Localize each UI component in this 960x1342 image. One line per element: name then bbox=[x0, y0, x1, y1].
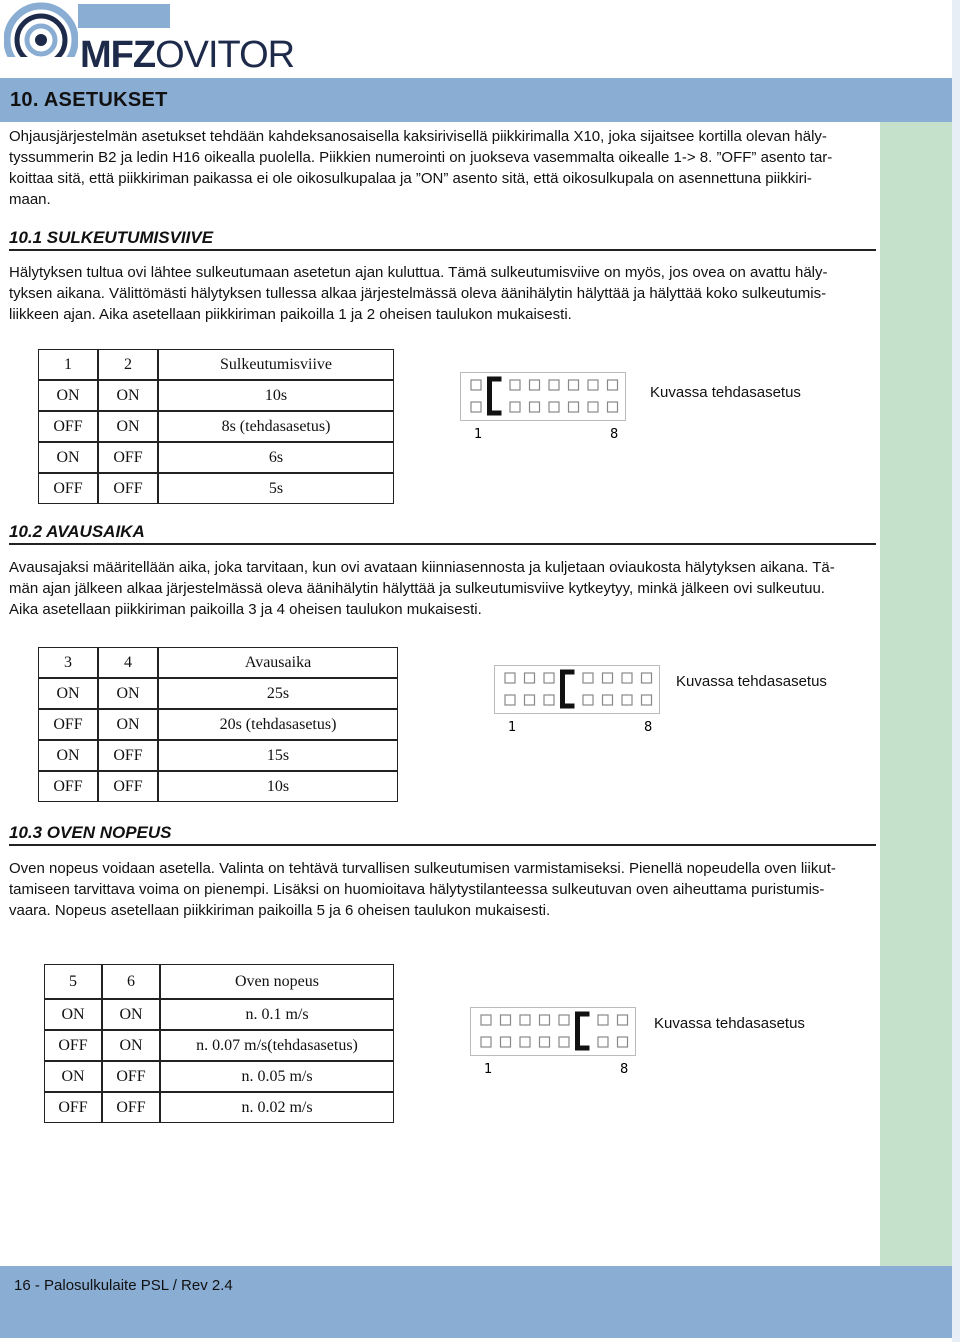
table-cell: OFF bbox=[102, 1092, 160, 1123]
table-row bbox=[38, 771, 398, 802]
table-cell: OFF bbox=[98, 442, 158, 473]
header-pin bbox=[598, 1037, 608, 1047]
table-cell: n. 0.05 m/s bbox=[160, 1061, 394, 1092]
section-paragraph-oven-nopeus bbox=[9, 858, 871, 921]
header-pin bbox=[608, 380, 618, 390]
header-pin bbox=[505, 673, 515, 683]
header-pin bbox=[544, 695, 554, 705]
table-cell: ON bbox=[38, 678, 98, 709]
table-header-cell: Oven nopeus bbox=[160, 964, 394, 999]
header-pin bbox=[525, 695, 535, 705]
table-header-row bbox=[44, 964, 394, 999]
header-pin bbox=[618, 1037, 628, 1047]
header-pin bbox=[642, 673, 652, 683]
settings-table-sulkeutumisviive bbox=[38, 349, 394, 504]
table-header-row bbox=[38, 647, 398, 678]
table-header-cell: 5 bbox=[44, 964, 102, 999]
header-pin bbox=[622, 673, 632, 683]
table-cell: ON bbox=[38, 740, 98, 771]
table-cell: ON bbox=[44, 999, 102, 1030]
pin-header-diagram bbox=[460, 372, 630, 444]
table-cell: OFF bbox=[38, 709, 98, 740]
table-cell: ON bbox=[102, 1030, 160, 1061]
header-pin bbox=[569, 402, 579, 412]
table-cell: OFF bbox=[102, 1061, 160, 1092]
header-pin bbox=[505, 695, 515, 705]
intro-line: maan. bbox=[9, 191, 51, 208]
factory-setting-label: Kuvassa tehdasasetus bbox=[676, 673, 827, 690]
paragraph-line: vaara. Nopeus asetellaan piikkiriman paikoilla 5 ja 6 oheisen taulukon mukaisesti. bbox=[9, 902, 551, 919]
pin-group bbox=[505, 672, 652, 706]
table-cell: OFF bbox=[38, 411, 98, 442]
table-header-cell: Sulkeutumisviive bbox=[158, 349, 394, 380]
table-cell: ON bbox=[98, 709, 158, 740]
jumper-shunt bbox=[563, 672, 575, 706]
logo-accent-band bbox=[78, 4, 170, 28]
header-pin bbox=[588, 380, 598, 390]
table-header-row bbox=[38, 349, 394, 380]
table-cell: ON bbox=[98, 380, 158, 411]
section-title-sulkeutumisviive: 10.1 SULKEUTUMISVIIVE bbox=[9, 228, 876, 251]
header-pin bbox=[559, 1037, 569, 1047]
header-pin bbox=[501, 1037, 511, 1047]
factory-setting-label: Kuvassa tehdasasetus bbox=[654, 1015, 805, 1032]
table-row bbox=[44, 1061, 394, 1092]
header-pin bbox=[471, 380, 481, 390]
paragraph-line: Aika asetellaan piikkiriman paikoilla 3 ja 4 oheisen taulukon mukaisesti. bbox=[9, 601, 482, 618]
header-pin bbox=[540, 1037, 550, 1047]
header-pin bbox=[510, 402, 520, 412]
table-cell: 5s bbox=[158, 473, 394, 504]
pin-label-first: 1 bbox=[474, 427, 483, 442]
header-pin bbox=[530, 380, 540, 390]
table-cell: 20s (tehdasasetus) bbox=[158, 709, 398, 740]
table-cell: 10s bbox=[158, 771, 398, 802]
header-pin bbox=[471, 402, 481, 412]
paragraph-line: tyksen aikana. Välittömästi hälytyksen tullessa alkaa järjestelmässä oleva äänihälytin hälyttää ja hälyttää koko sulkeutumis- bbox=[9, 285, 827, 302]
table-cell: 6s bbox=[158, 442, 394, 473]
side-band bbox=[880, 122, 952, 1267]
header-pin bbox=[520, 1037, 530, 1047]
table-header-cell: Avausaika bbox=[158, 647, 398, 678]
header-pin bbox=[549, 402, 559, 412]
section-paragraph-sulkeutumisviive bbox=[9, 262, 871, 325]
table-cell: OFF bbox=[44, 1030, 102, 1061]
table-row bbox=[44, 1092, 394, 1123]
table-header-cell: 2 bbox=[98, 349, 158, 380]
jumper-shunt bbox=[490, 379, 502, 413]
intro-paragraph bbox=[9, 126, 871, 210]
table-cell: OFF bbox=[44, 1092, 102, 1123]
pin-header-diagram bbox=[470, 1007, 640, 1079]
section-paragraph-avausaika bbox=[9, 557, 871, 620]
table-row bbox=[44, 1030, 394, 1061]
jumper-shunt bbox=[578, 1014, 590, 1048]
table-row bbox=[38, 411, 394, 442]
table-cell: OFF bbox=[38, 771, 98, 802]
header-pin bbox=[598, 1015, 608, 1025]
header-pin bbox=[642, 695, 652, 705]
table-cell: OFF bbox=[98, 473, 158, 504]
header-pin bbox=[481, 1015, 491, 1025]
table-cell: n. 0.1 m/s bbox=[160, 999, 394, 1030]
table-cell: OFF bbox=[98, 771, 158, 802]
paragraph-line: tamiseen tarvittava voima on pienempi. Lisäksi on huomioitava hälytystilanteessa sulkeutuvan oven aiheuttama puristumis- bbox=[9, 881, 825, 898]
table-row bbox=[38, 740, 398, 771]
settings-table-avausaika bbox=[38, 647, 398, 802]
table-header-cell: 1 bbox=[38, 349, 98, 380]
intro-line: Ohjausjärjestelmän asetukset tehdään kahdeksanosaisella kaksirivisellä piikkirimalla X10, joka sijaitsee kortilla olevan häly- bbox=[9, 128, 827, 145]
pin-label-last: 8 bbox=[610, 427, 619, 442]
table-cell: ON bbox=[98, 678, 158, 709]
paragraph-line: Oven nopeus voidaan asetella. Valinta on tehtävä turvallisen sulkeutumisen varmistamiseksi. Pienellä nopeudella oven liikut- bbox=[9, 860, 836, 877]
header-pin bbox=[569, 380, 579, 390]
table-header-cell: 6 bbox=[102, 964, 160, 999]
logo-text: MFZOVITOR bbox=[80, 34, 295, 76]
table-row bbox=[44, 999, 394, 1030]
header-pin bbox=[520, 1015, 530, 1025]
table-cell: OFF bbox=[98, 740, 158, 771]
header-pin bbox=[603, 673, 613, 683]
page-edge-band bbox=[952, 0, 960, 1342]
header-pin bbox=[559, 1015, 569, 1025]
header-pin bbox=[530, 402, 540, 412]
logo-icon bbox=[4, 2, 78, 78]
factory-setting-label: Kuvassa tehdasasetus bbox=[650, 384, 801, 401]
pin-header-diagram bbox=[494, 665, 664, 737]
table-row bbox=[38, 380, 394, 411]
table-cell: ON bbox=[98, 411, 158, 442]
table-row bbox=[38, 709, 398, 740]
header-pin bbox=[622, 695, 632, 705]
pin-group bbox=[481, 1014, 628, 1048]
header-pin bbox=[510, 380, 520, 390]
pin-label-first: 1 bbox=[484, 1062, 493, 1077]
header-pin bbox=[544, 673, 554, 683]
table-header-cell: 3 bbox=[38, 647, 98, 678]
header-pin bbox=[588, 402, 598, 412]
paragraph-line: Avausajaksi määritellään aika, joka tarvitaan, kun ovi avataan kiinniasennosta ja kuljetaan oviaukosta hälytyksen aikana. Tä- bbox=[9, 559, 835, 576]
page-title: 10. ASETUKSET bbox=[10, 89, 168, 111]
table-cell: n. 0.02 m/s bbox=[160, 1092, 394, 1123]
section-title-avausaika: 10.2 AVAUSAIKA bbox=[9, 522, 876, 545]
footer-text: 16 - Palosulkulaite PSL / Rev 2.4 bbox=[14, 1277, 233, 1294]
paragraph-line: liikkeen ajan. Aika asetellaan piikkiriman paikoilla 1 ja 2 oheisen taulukon mukaisesti. bbox=[9, 306, 572, 323]
header-pin bbox=[583, 695, 593, 705]
paragraph-line: Hälytyksen tultua ovi lähtee sulkeutumaan asetetun ajan kuluttua. Tämä sulkeutumisviive on myös, jos ovea on avattu häly- bbox=[9, 264, 828, 281]
table-cell: n. 0.07 m/s(tehdasasetus) bbox=[160, 1030, 394, 1061]
table-cell: ON bbox=[38, 442, 98, 473]
header-pin bbox=[525, 673, 535, 683]
pin-group bbox=[471, 379, 618, 413]
header-pin bbox=[540, 1015, 550, 1025]
header-pin bbox=[608, 402, 618, 412]
pin-label-first: 1 bbox=[508, 720, 517, 735]
table-cell: 10s bbox=[158, 380, 394, 411]
table-header-cell: 4 bbox=[98, 647, 158, 678]
header-pin bbox=[603, 695, 613, 705]
table-cell: OFF bbox=[38, 473, 98, 504]
table-row bbox=[38, 442, 394, 473]
table-cell: 8s (tehdasasetus) bbox=[158, 411, 394, 442]
intro-line: koittaa sitä, että piikkiriman paikassa ei ole oikosulkupalaa ja ”ON” asento sitä, että oikosulkupala on asennettuna piikkiri- bbox=[9, 170, 812, 187]
header-pin bbox=[501, 1015, 511, 1025]
header-pin bbox=[549, 380, 559, 390]
table-row bbox=[38, 678, 398, 709]
header-pin bbox=[583, 673, 593, 683]
header-pin bbox=[481, 1037, 491, 1047]
table-cell: 15s bbox=[158, 740, 398, 771]
section-title-oven-nopeus: 10.3 OVEN NOPEUS bbox=[9, 823, 876, 846]
header-pin bbox=[618, 1015, 628, 1025]
table-cell: ON bbox=[44, 1061, 102, 1092]
pin-label-last: 8 bbox=[620, 1062, 629, 1077]
table-cell: ON bbox=[38, 380, 98, 411]
pin-label-last: 8 bbox=[644, 720, 653, 735]
paragraph-line: män ajan jälkeen alkaa järjestelmässä oleva äänihälytin hälyttää ja sulkeutumisviive kytkeytyy, minkä jälkeen ovi sulkeutuu. bbox=[9, 580, 825, 597]
table-cell: 25s bbox=[158, 678, 398, 709]
settings-table-oven-nopeus bbox=[44, 964, 394, 1123]
intro-line: tyssummerin B2 ja ledin H16 oikealla puolella. Piikkien numerointi on juokseva vasemmalta oikealle 1-> 8. ”OFF” asento tar- bbox=[9, 149, 833, 166]
table-cell: ON bbox=[102, 999, 160, 1030]
table-row bbox=[38, 473, 394, 504]
